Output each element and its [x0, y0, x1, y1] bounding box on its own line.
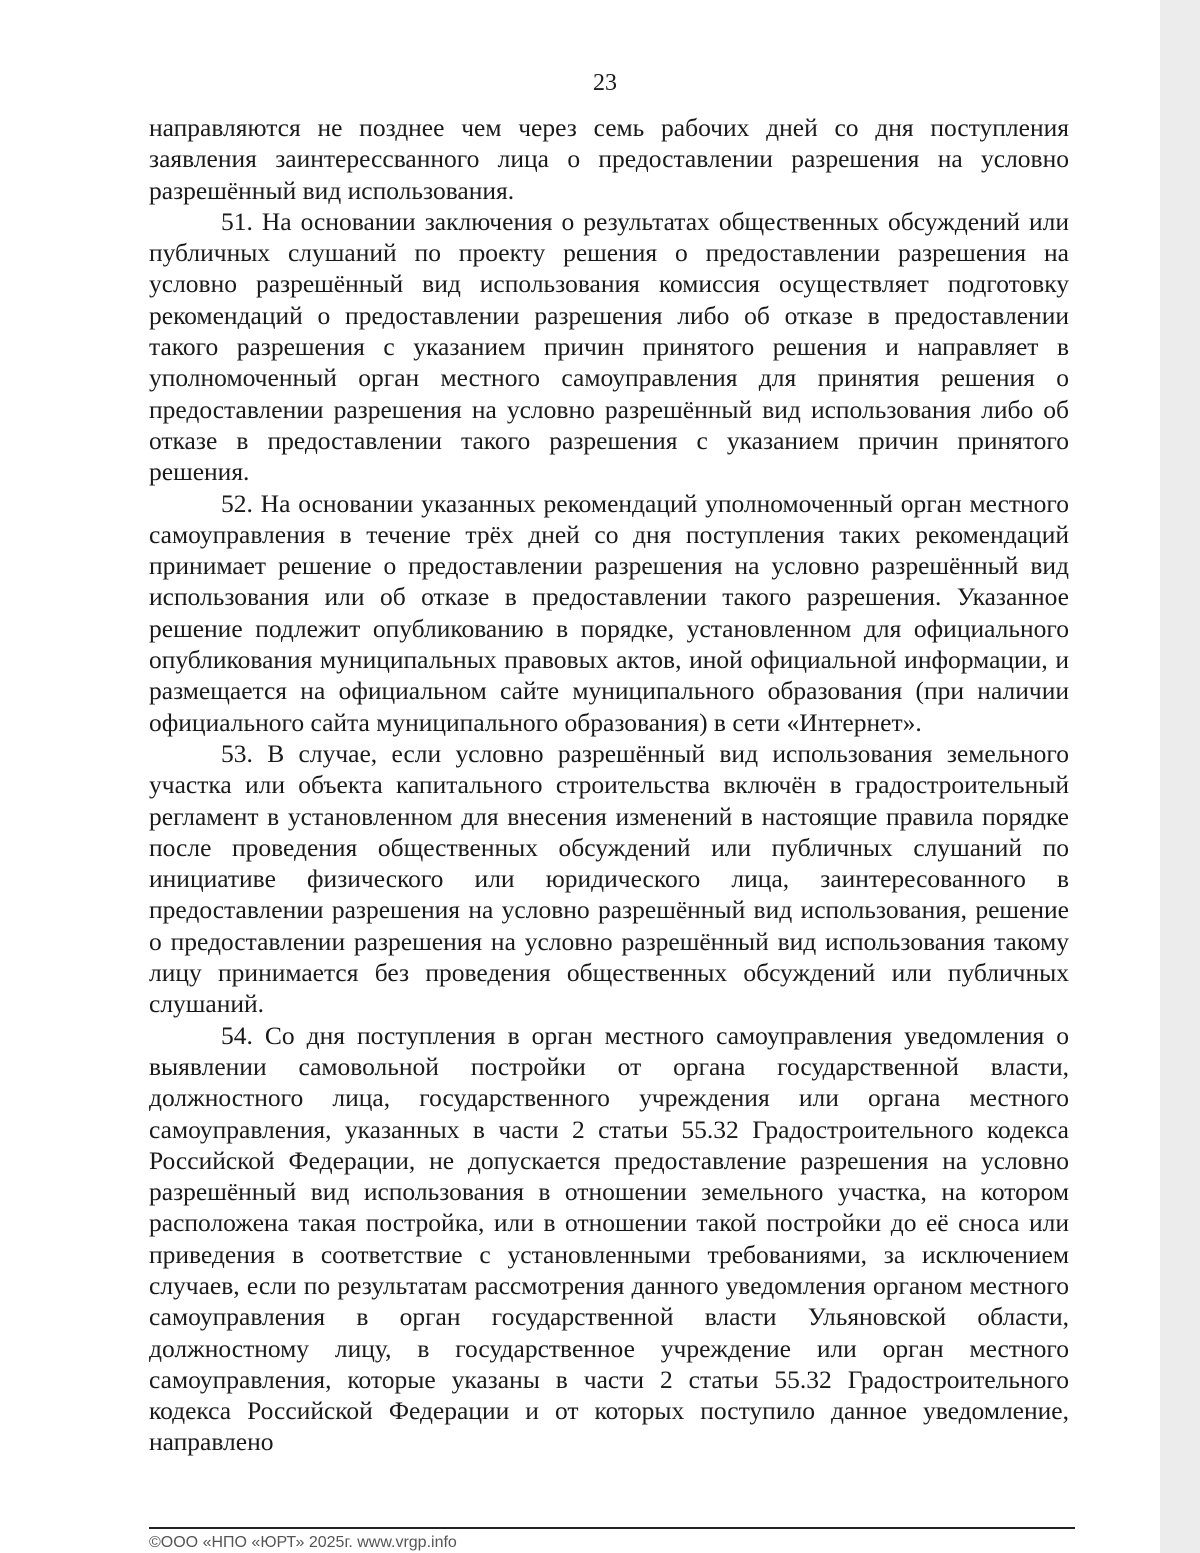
scan-margin-strip	[1160, 0, 1200, 1553]
footer-copyright: ©ООО «НПО «ЮРТ» 2025г. www.vrgp.info	[149, 1534, 457, 1551]
paragraph-54: 54. Со дня поступления в орган местного самоуправления уведомления о выявлении самовольной постройки от органа государственной власти, должностного лица, государственного учреждения или органа местного самоуправления, указанных в части 2 статьи 55.32 Градостроительного кодекса Российской Федерации, не допускается предоставление разрешения на условно разрешённый вид использования в отношении земельного участка, на котором расположена такая постройка, или в отношении такой постройки до её сноса или приведения в соответствие с установленными требованиями, за исключением случаев, если по результатам рассмотрения данного уведомления органом местного самоуправления в орган государственной власти Ульяновской области, должностному лицу, в государственное учреждение или орган местного самоуправления, которые указаны в части 2 статьи 55.32 Градостроительного кодекса Российской Федерации и от которых поступило данное уведомление, направлено	[149, 1020, 1069, 1457]
paragraph-53: 53. В случае, если условно разрешённый вид использования земельного участка или объекта капитального строительства включён в градостроительный регламент в установленном для внесения изменений в настоящие правила порядке после проведения общественных обсуждений или публичных слушаний по инициативе физического или юридического лица, заинтересованного в предоставлении разрешения на условно разрешённый вид использования, решение о предоставлении разрешения на условно разрешённый вид использования такому лицу принимается без проведения общественных обсуждений или публичных слушаний.	[149, 738, 1069, 1019]
paragraph-continuation: направляются не позднее чем через семь рабочих дней со дня поступления заявления заинтерессванного лица о предоставлении разрешения на условно разрешённый вид использования.	[149, 113, 1069, 205]
document-body	[149, 112, 1069, 1458]
paragraph-51: 51. На основании заключения о результатах общественных обсуждений или публичных слушаний по проекту решения о предоставлении разрешения на условно разрешённый вид использования комиссия осуществляет подготовку рекомендаций о предоставлении разрешения либо об отказе в предоставлении такого разрешения с указанием причин принятого решения и направляет в уполномоченный орган местного самоуправления для принятия решения о предоставлении разрешения на условно разрешённый вид использования либо об отказе в предоставлении такого разрешения с указанием причин принятого решения.	[149, 206, 1069, 487]
page-number: 23	[593, 70, 617, 96]
paragraph-52: 52. На основании указанных рекомендаций уполномоченный орган местного самоуправления в течение трёх дней со дня поступления таких рекомендаций принимает решение о предоставлении разрешения на условно разрешённый вид использования или об отказе в предоставлении такого разрешения. Указанное решение подлежит опубликованию в порядке, установленном для официального опубликования муниципальных правовых актов, иной официальной информации, и размещается на официальном сайте муниципального образования (при наличии официального сайта муниципального образования) в сети «Интернет».	[149, 488, 1069, 737]
footer-divider	[149, 1527, 1075, 1529]
